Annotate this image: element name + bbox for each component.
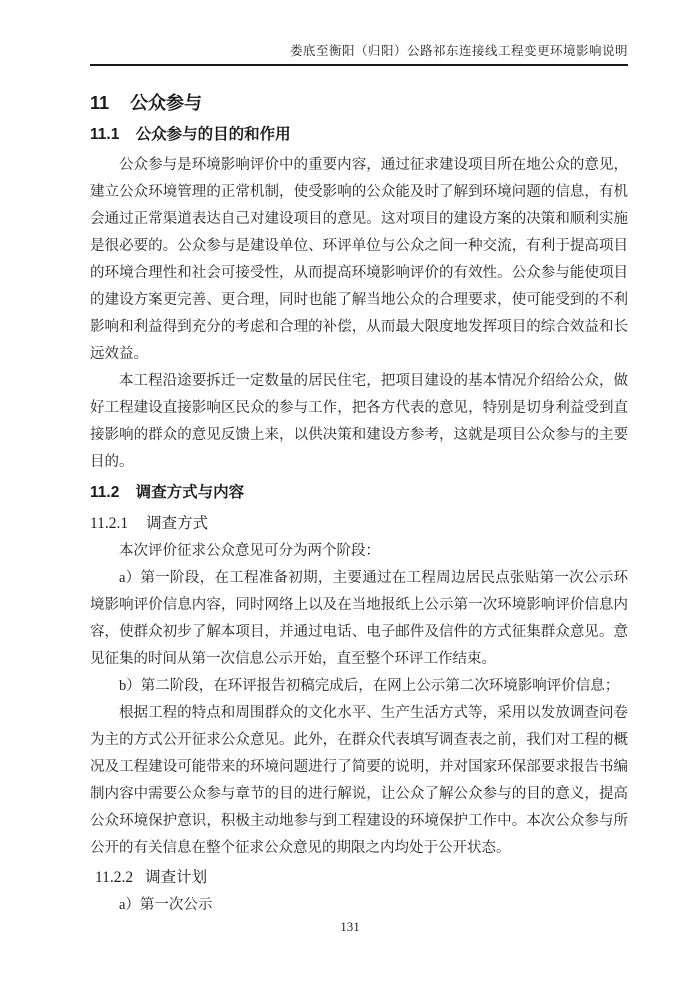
paragraph-questionnaire: 根据工程的特点和周围群众的文化水平、生产生活方式等，采用以发放调查问卷为主的方式公开征求公众意见。此外，在群众代表填写调查表之前，我们对工程的概况及工程建设可能带来的环境问题进行了简要的说明，并对国家环保部要求报告书编制内容中需要公众参与章节的目的进行解说，让公众了解公众参与的目的意义，提高公众环境保护意识，积极主动地参与到工程建设的环境保护工作中。本次公众参与所公开的有关信息在整个征求公众意见的期限之内均处于公开状态。: [90, 705, 628, 856]
section-title: 公众参与: [130, 93, 203, 113]
paragraph-stage-b: b）第二阶段，在环评报告初稿完成后，在网上公示第二次环境影响评价信息；: [119, 678, 620, 694]
paragraph-stage-a: a）第一阶段，在工程准备初期，主要通过在工程周边居民点张贴第一次公示环境影响评价信息内容，同时网络上以及在当地报纸上公示第一次环境影响评价信息内容，使群众初步了解本项目，并通过电话、电子邮件及信件的方式征集群众意见。意见征集的时间从第一次信息公示开始，直至整个环评工作结束。: [90, 570, 628, 667]
section-heading-11-2-2: [95, 864, 628, 892]
section-title: 调查计划: [145, 869, 208, 886]
section-number: 11.2.1: [90, 515, 129, 532]
header-rule: [90, 64, 628, 66]
section-title: 调查方式与内容: [135, 484, 245, 501]
paragraph-survey-stages-intro: 本次评价征求公众意见可分为两个阶段：: [119, 543, 380, 559]
paragraph-first-publicity: a）第一次公示: [119, 897, 213, 913]
document-content: [90, 88, 628, 919]
paragraph-purpose-1: 公众参与是环境影响评价中的重要内容，通过征求建设项目所在地公众的意见，建立公众环境管理的正常机制，使受影响的公众能及时了解到环境问题的信息，有机会通过正常渠道表达自己对建设项目的意见。这对项目的建设方案的决策和顺利实施是很必要的。公众参与是建设单位、环评单位与公众之间一种交流，有利于提高项目的环境合理性和社会可接受性，从而提高环境影响评价的有效性。公众参与能使项目的建设方案更完善、更合理，同时也能了解当地公众的合理要求，使可能受到的不利影响和利益得到充分的考虑和合理的补偿，从而最大限度地发挥项目的综合效益和长远效益。: [90, 157, 628, 362]
section-number: 11.2.2: [95, 869, 134, 886]
page-number: 131: [340, 919, 360, 934]
section-heading-11-1: [90, 120, 628, 150]
section-number: 11.1: [90, 126, 120, 143]
section-number: 11: [90, 93, 110, 113]
header-running-title: 娄底至衡阳（归阳）公路祁东连接线工程变更环境影响说明: [289, 44, 628, 58]
section-title: 公众参与的目的和作用: [135, 126, 291, 143]
page-footer: [0, 919, 700, 934]
section-heading-11: [90, 88, 628, 118]
section-title: 调查方式: [146, 515, 209, 532]
paragraph-purpose-2: 本工程沿途要拆迁一定数量的居民住宅，把项目建设的基本情况介绍给公众，做好工程建设直接影响区民众的参与工作，把各方代表的意见，特别是切身利益受到直接影响的群众的意见反馈上来，以供决策和建设方参考，这就是项目公众参与的主要目的。: [90, 373, 628, 470]
section-heading-11-2-1: [90, 510, 628, 538]
section-number: 11.2: [90, 484, 120, 501]
section-heading-11-2: [90, 478, 628, 508]
